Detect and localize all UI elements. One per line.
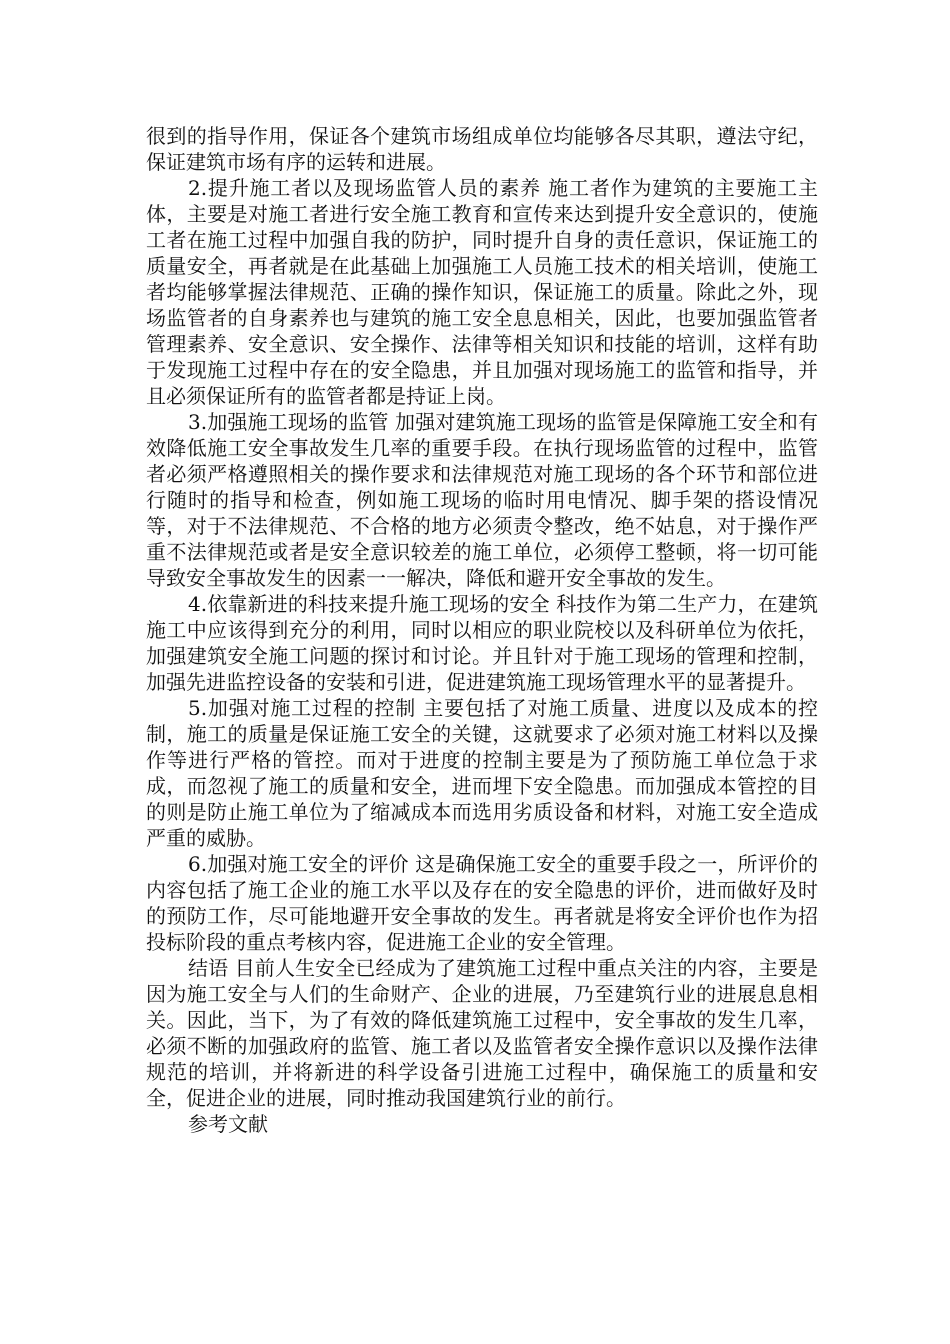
references-heading: 参考文献 bbox=[188, 1112, 268, 1136]
document-body bbox=[146, 123, 818, 1137]
paragraph-section-2: 2.提升施工者以及现场监管人员的素养 施工者作为建筑的主要施工主体，主要是对施工者进行安全施工教育和宣传来达到提升安全意识的，使施工者在施工过程中加强自我的防护，同时提升自身的责任意识，保证施工的质量安全，再者就是在此基础上加强施工人员施工技术的相关培训，使施工者均能够掌握法律规范、正确的操作知识，保证施工的质量。除此之外，现场监管者的自身素养也与建筑的施工安全息息相关，因此，也要加强监管者管理素养、安全意识、安全操作、法律等相关知识和技能的培训，这样有助于发现施工过程中存在的安全隐患，并且加强对现场施工的监管和指导，并且必须保证所有的监管者都是持证上岗。 bbox=[146, 176, 818, 408]
paragraph-section-6: 6.加强对施工安全的评价 这是确保施工安全的重要手段之一，所评价的内容包括了施工企业的施工水平以及存在的安全隐患的评价，进而做好及时的预防工作，尽可能地避开安全事故的发生。再者就是将安全评价也作为招投标阶段的重点考核内容，促进施工企业的安全管理。 bbox=[146, 852, 818, 954]
paragraph-conclusion: 结语 目前人生安全已经成为了建筑施工过程中重点关注的内容，主要是因为施工安全与人们的生命财产、企业的进展，乃至建筑行业的进展息息相关。因此，当下，为了有效的降低建筑施工过程中，安全事故的发生几率，必须不断的加强政府的监管、施工者以及监管者安全操作意识以及操作法律规范的培训，并将新进的科学设备引进施工过程中，确保施工的质量和安全，促进企业的进展，同时推动我国建筑行业的前行。 bbox=[146, 956, 818, 1110]
paragraph-continuation: 很到的指导作用，保证各个建筑市场组成单位均能够各尽其职，遵法守纪，保证建筑市场有序的运转和进展。 bbox=[146, 124, 818, 174]
paragraph-section-4: 4.依靠新进的科技来提升施工现场的安全 科技作为第二生产力，在建筑施工中应该得到充分的利用，同时以相应的职业院校以及科研单位为依托，加强建筑安全施工问题的探讨和讨论。并且针对于施工现场的管理和控制，加强先进监控设备的安装和引进，促进建筑施工现场管理水平的显著提升。 bbox=[146, 592, 818, 694]
paragraph-section-3: 3.加强施工现场的监管 加强对建筑施工现场的监管是保障施工安全和有效降低施工安全事故发生几率的重要手段。在执行现场监管的过程中，监管者必须严格遵照相关的操作要求和法律规范对施工现场的各个环节和部位进行随时的指导和检查，例如施工现场的临时用电情况、脚手架的搭设情况等，对于不法律规范、不合格的地方必须责令整改，绝不姑息，对于操作严重不法律规范或者是安全意识较差的施工单位，必须停工整顿，将一切可能导致安全事故发生的因素一一解决，降低和避开安全事故的发生。 bbox=[146, 410, 818, 590]
paragraph-section-5: 5.加强对施工过程的控制 主要包括了对施工质量、进度以及成本的控制，施工的质量是保证施工安全的关键，这就要求了必须对施工材料以及操作等进行严格的管控。而对于进度的控制主要是为了预防施工单位急于求成，而忽视了施工的质量和安全，进而埋下安全隐患。而加强成本管控的目的则是防止施工单位为了缩减成本而选用劣质设备和材料，对施工安全造成严重的威胁。 bbox=[146, 696, 818, 850]
